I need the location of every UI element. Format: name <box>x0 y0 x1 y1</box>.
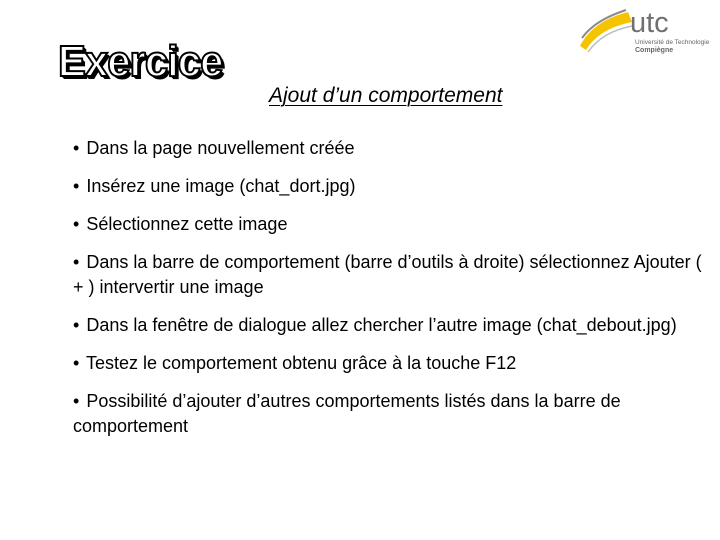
utc-logo-mark <box>578 8 634 56</box>
list-item-text: Possibilité d’ajouter d’autres comportements listés dans la barre de comportement <box>73 391 621 436</box>
list-item-text: Testez le comportement obtenu grâce à la touche F12 <box>86 353 517 373</box>
utc-logo-text: utc <box>630 7 669 39</box>
list-item: • Testez le comportement obtenu grâce à la touche F12 <box>73 353 517 373</box>
list-item: • Sélectionnez cette image <box>73 214 288 234</box>
list-item: • Dans la fenêtre de dialogue allez chercher l’autre image (chat_debout.jpg) <box>73 315 677 335</box>
list-item: • Dans la barre de comportement (barre d’outils à droite) sélectionnez Ajouter ( + ) intervertir une image <box>73 252 702 297</box>
list-item-text: Dans la barre de comportement (barre d’outils à droite) sélectionnez Ajouter ( + ) intervertir une image <box>73 252 702 297</box>
list-item-text: Dans la page nouvellement créée <box>86 138 355 158</box>
list-item-text: Insérez une image (chat_dort.jpg) <box>86 176 356 196</box>
list-item: • Possibilité d’ajouter d’autres comportements listés dans la barre de comportement <box>73 391 621 436</box>
list-item-text: Sélectionnez cette image <box>86 214 288 234</box>
exercice-title: Exercice <box>58 37 223 86</box>
utc-logo-line1: Université de Technologie <box>635 39 710 46</box>
utc-logo <box>578 8 708 56</box>
instruction-list <box>73 136 713 452</box>
list-item: • Insérez une image (chat_dort.jpg) <box>73 176 356 196</box>
list-item-text: Dans la fenêtre de dialogue allez chercher l’autre image (chat_debout.jpg) <box>86 315 677 335</box>
utc-logo-line2: Compiègne <box>635 47 674 54</box>
list-item: • Dans la page nouvellement créée <box>73 138 355 158</box>
page-subtitle: Ajout d’un comportement <box>269 84 503 107</box>
